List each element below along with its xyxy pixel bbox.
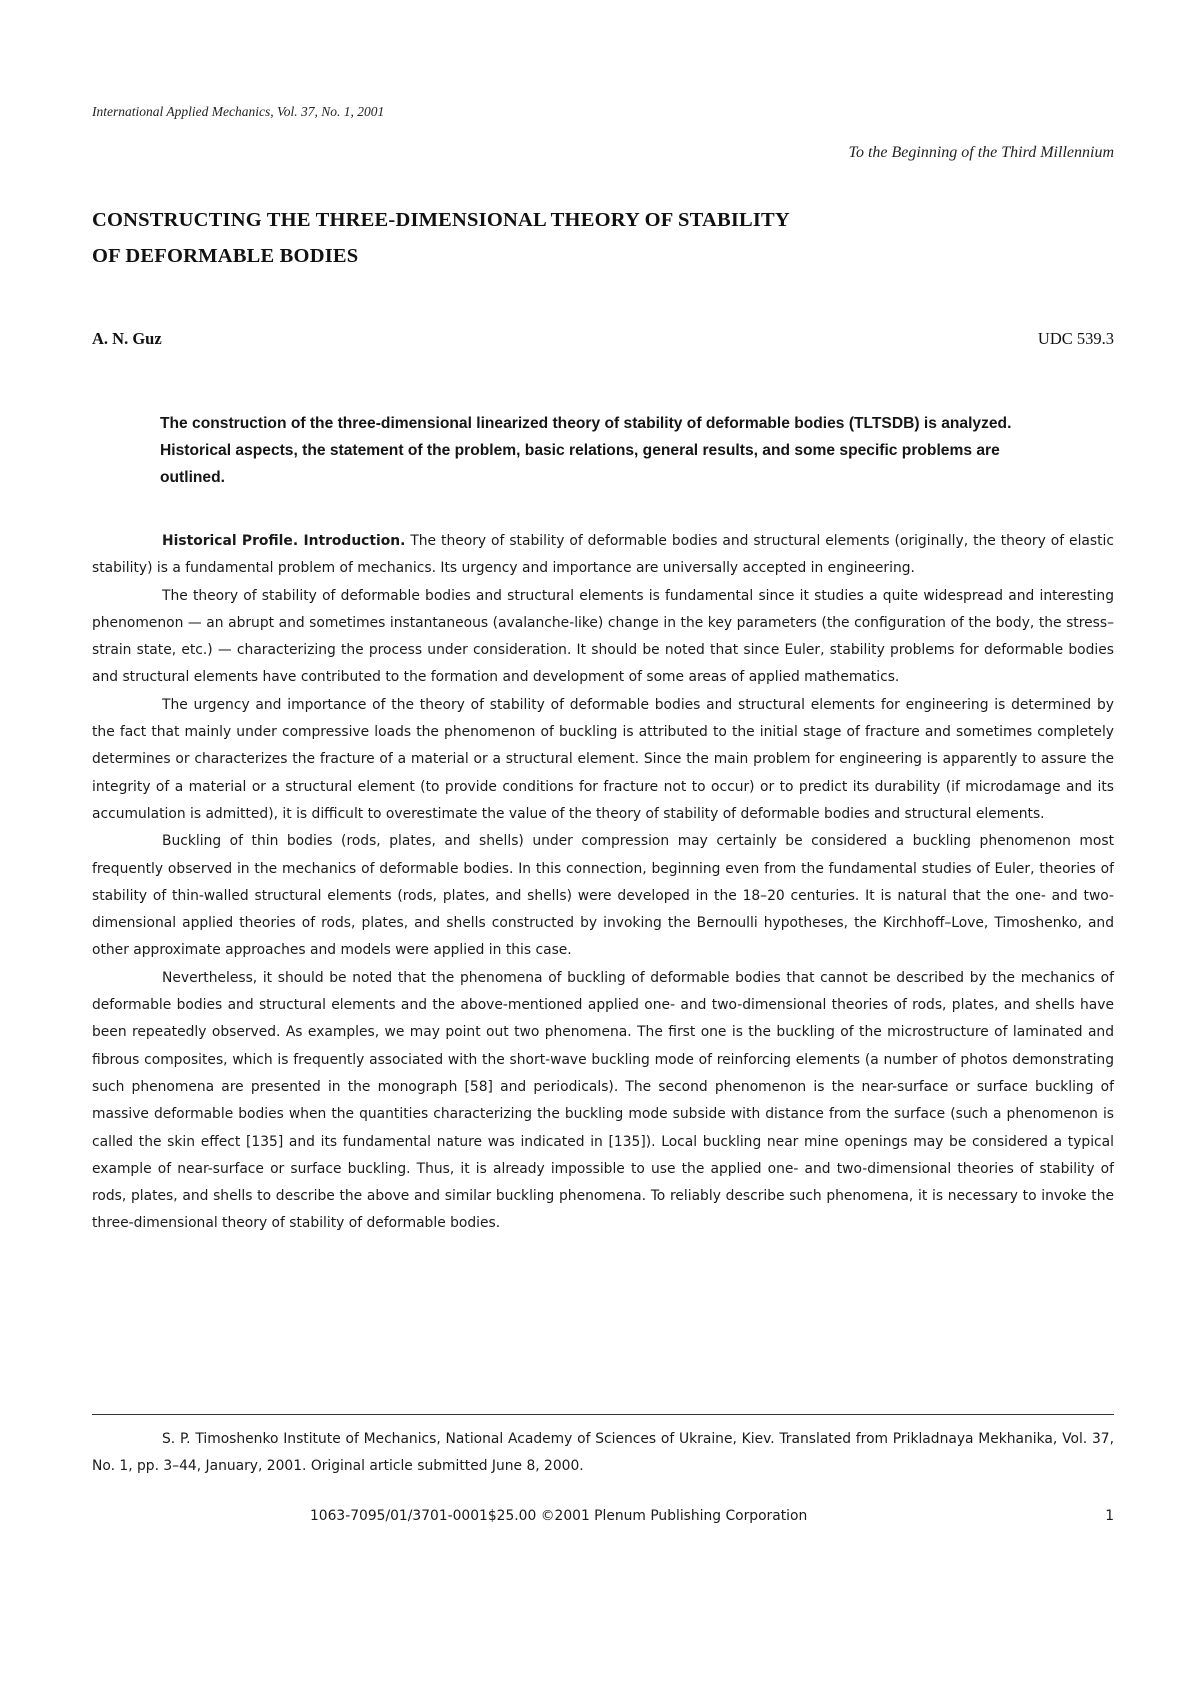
- author-name: A. N. Guz: [92, 329, 162, 348]
- title-line-2: OF DEFORMABLE BODIES: [92, 245, 359, 267]
- abstract: The construction of the three-dimensional linearized theory of stability of deformable bodies (TLTSDB) is analyzed. Historical aspects, the statement of the problem, basic relations, general results, and some specific problems are outlined.: [160, 415, 1012, 486]
- paper-title: [92, 202, 1092, 274]
- title-line-1: CONSTRUCTING THE THREE-DIMENSIONAL THEORY OF STABILITY: [92, 209, 790, 231]
- paragraph: Buckling of thin bodies (rods, plates, and shells) under compression may certainly be considered a buckling phenomenon most frequently observed in the mechanics of deformable bodies. In this connection, beginning even from the fundamental studies of Euler, theories of stability of thin-walled structural elements (rods, plates, and shells) were developed in the 18–20 centuries. It is natural that the one- and two-dimensional applied theories of rods, plates, and shells constructed by invoking the Bernoulli hypotheses, the Kirchhoff–Love, Timoshenko, and other approximate approaches and models were applied in this case.: [92, 833, 1114, 959]
- publication-info: 1063-7095/01/3701-0001$25.00 ©2001 Plenum Publishing Corporation: [310, 1508, 808, 1524]
- footnote-divider: [92, 1414, 1114, 1415]
- journal-citation: International Applied Mechanics, Vol. 37, No. 1, 2001: [92, 104, 385, 119]
- paragraph: Nevertheless, it should be noted that the phenomena of buckling of deformable bodies that cannot be described by the mechanics of deformable bodies and structural elements and the above-mentioned applied one- and two-dimensional theories of rods, plates, and shells have been repeatedly observed. As examples, we may point out two phenomena. The first one is the buckling of the microstructure of laminated and fibrous composites, which is frequently associated with the short-wave buckling mode of reinforcing elements (a number of photos demonstrating such phenomena are presented in the monograph [58] and periodicals). The second phenomenon is the near-surface or surface buckling of massive deformable bodies when the quantities characterizing the buckling mode subside with distance from the surface (such a phenomenon is called the skin effect [135] and its fundamental nature was indicated in [135]). Local buckling near mine openings may be considered a typical example of near-surface or surface buckling. Thus, it is already impossible to use the applied one- and two-dimensional theories of stability of rods, plates, and shells to describe the above and similar buckling phenomena. To reliably describe such phenomena, it is necessary to invoke the three-dimensional theory of stability of deformable bodies.: [92, 969, 1114, 1232]
- paragraph: The urgency and importance of the theory of stability of deformable bodies and structural elements for engineering is determined by the fact that mainly under compressive loads the phenomenon of buckling is attributed to the initial stage of fracture and sometimes completely determines or characterizes the fracture of a material or a structural element. Since the main problem for engineering is apparently to assure the integrity of a material or a structural element (to provide conditions for fracture not to occur) or to predict its durability (if microdamage and its accumulation is admitted), it is difficult to overestimate the value of the theory of stability of deformable bodies and structural elements.: [92, 696, 1114, 822]
- footnote: [92, 1426, 1114, 1480]
- page-number: 1: [1105, 1508, 1114, 1524]
- udc-code: UDC 539.3: [1037, 329, 1114, 348]
- paragraph-text: The theory of stability of deformable bodies and structural elements (originally, the theory of elastic stability) is a fundamental problem of mechanics. Its urgency and importance are universally accepted in engineering.: [92, 533, 1114, 577]
- footnote-text: S. P. Timoshenko Institute of Mechanics, National Academy of Sciences of Ukraine, Kiev. Translated from Prikladnaya Mekhanika, Vol. 37, No. 1, pp. 3–44, January, 2001. Original article submitted June 8, 2000.: [92, 1431, 1114, 1474]
- paragraph: [92, 528, 1114, 583]
- body-text: [92, 528, 1114, 1238]
- section-heading: Historical Profile. Introduction.: [162, 533, 406, 549]
- paragraph: The theory of stability of deformable bodies and structural elements is fundamental since it studies a quite widespread and interesting phenomenon — an abrupt and sometimes instantaneous (avalanche-like) change in the key parameters (the configuration of the body, the stress–strain state, etc.) — characterizing the process under consideration. It should be noted that since Euler, stability problems for deformable bodies and structural elements have contributed to the formation and development of some areas of applied mathematics.: [92, 587, 1114, 686]
- series-label: To the Beginning of the Third Millennium: [848, 144, 1114, 161]
